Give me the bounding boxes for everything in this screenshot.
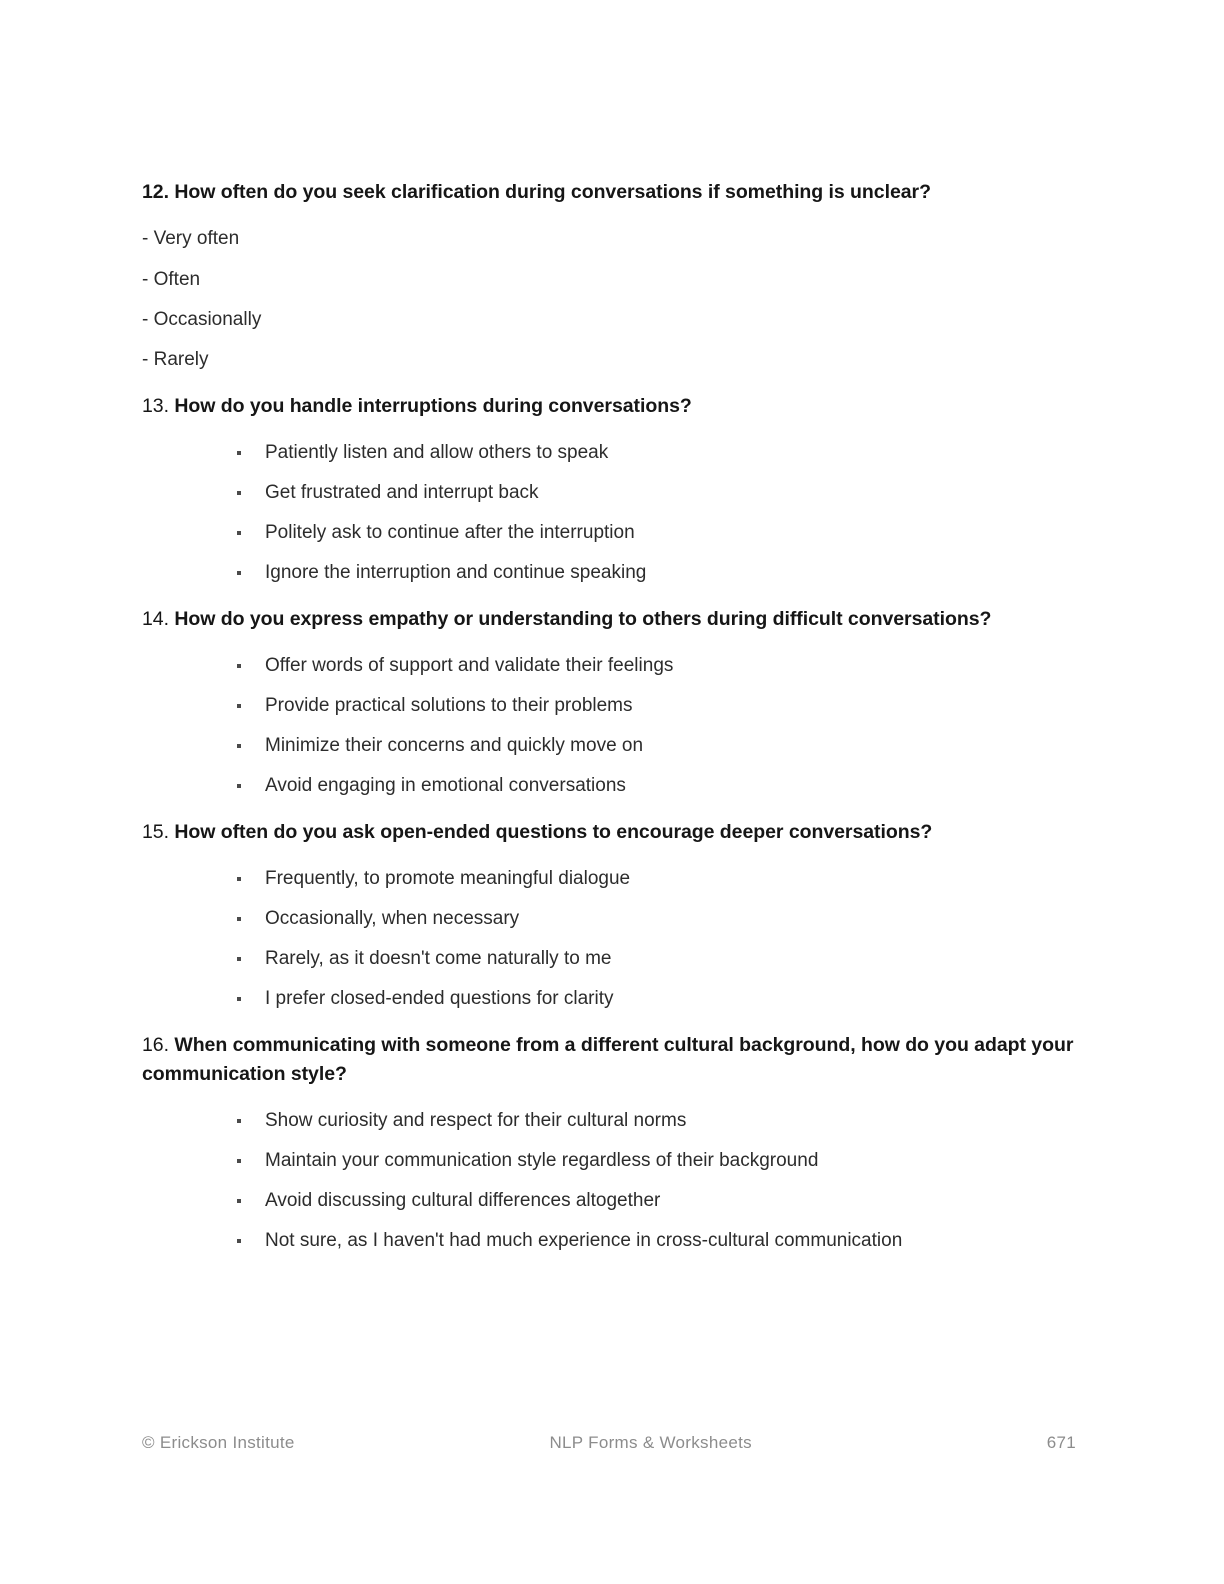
option-label: Politely ask to continue after the interruption [265,522,635,543]
spacer [142,1019,1076,1031]
bullet-icon [237,451,265,455]
option-item[interactable] [142,686,1076,726]
question-number-12: 12. [142,181,169,203]
spacer [142,207,1076,218]
footer-page-number: 671 [1046,1433,1076,1452]
option-label: - Occasionally [142,309,262,330]
option-label: Occasionally, when necessary [265,908,520,929]
option-item[interactable] [142,260,1076,300]
option-item[interactable] [142,513,1076,553]
option-item[interactable] [142,939,1076,979]
option-item[interactable] [142,473,1076,513]
option-item[interactable] [142,979,1076,1019]
question-heading-15 [142,818,1076,847]
question-number-13: 13. [142,395,169,417]
spacer [142,847,1076,858]
option-label: Avoid engaging in emotional conversations [265,775,626,796]
question-block-13 [142,392,1076,605]
option-list-14 [142,645,1076,806]
spacer [142,806,1076,818]
option-item[interactable] [142,553,1076,593]
option-label: Frequently, to promote meaningful dialogue [265,867,631,889]
option-label: Offer words of support and validate their feelings [265,654,674,676]
question-number-14: 14. [142,608,169,630]
question-block-15 [142,818,1076,1031]
option-label: Patiently listen and allow others to speak [265,441,609,463]
spacer [142,380,1076,392]
option-label: Show curiosity and respect for their cultural norms [265,1109,687,1131]
option-item[interactable] [142,1221,1076,1261]
option-item[interactable] [142,432,1076,473]
option-label: Get frustrated and interrupt back [265,482,539,503]
spacer [142,1089,1076,1100]
option-label: Provide practical solutions to their problems [265,695,633,716]
option-label: - Rarely [142,349,209,370]
bullet-icon [237,744,265,748]
option-item[interactable] [142,1181,1076,1221]
option-item[interactable] [142,218,1076,260]
bullet-icon [237,917,265,921]
option-label: Not sure, as I haven't had much experience in cross-cultural communication [265,1230,903,1251]
option-label: Maintain your communication style regardless of their background [265,1150,819,1171]
bullet-icon [237,704,265,708]
bullet-icon [237,1159,265,1163]
question-heading-14 [142,605,1076,634]
question-text-13: How do you handle interruptions during conversations? [174,395,692,417]
bullet-icon [237,1119,265,1123]
bullet-icon [237,531,265,535]
option-list-16 [142,1100,1076,1261]
question-block-12 [142,178,1076,392]
option-item[interactable] [142,645,1076,686]
question-text-14: How do you express empathy or understanding to others during difficult conversations? [174,608,992,630]
question-text-15: How often do you ask open-ended questions to encourage deeper conversations? [174,821,933,843]
bullet-icon [237,957,265,961]
spacer [142,634,1076,645]
page-footer [142,1432,1076,1454]
option-item[interactable] [142,726,1076,766]
bullet-icon [237,997,265,1001]
option-label: - Very often [142,228,240,249]
option-item[interactable] [142,858,1076,899]
question-heading-12 [142,178,1076,207]
option-label: I prefer closed-ended questions for clarity [265,988,614,1009]
bullet-icon [237,877,265,881]
option-item[interactable] [142,1100,1076,1141]
option-label: Rarely, as it doesn't come naturally to me [265,948,612,969]
footer-copyright: © Erickson Institute [142,1433,295,1452]
bullet-icon [237,1239,265,1243]
footer-title: NLP Forms & Worksheets [549,1433,752,1452]
question-block-16 [142,1031,1076,1261]
bullet-icon [237,784,265,788]
bullet-icon [237,1199,265,1203]
option-item[interactable] [142,300,1076,340]
question-text-16: When communicating with someone from a different cultural background, how do you adapt your communication style? [142,1034,1074,1085]
option-list-15 [142,858,1076,1019]
questions-container [142,178,1076,1261]
bullet-icon [237,571,265,575]
option-item[interactable] [142,340,1076,380]
question-heading-16 [142,1031,1076,1089]
question-number-16: 16. [142,1034,169,1056]
option-item[interactable] [142,899,1076,939]
spacer [142,421,1076,432]
question-text-12: How often do you seek clarification during conversations if something is unclear? [174,181,931,203]
option-label: Minimize their concerns and quickly move on [265,735,644,756]
option-item[interactable] [142,1141,1076,1181]
option-label: Avoid discussing cultural differences altogether [265,1190,661,1211]
option-label: - Often [142,269,201,290]
question-number-15: 15. [142,821,169,843]
option-list-12 [142,218,1076,380]
bullet-icon [237,664,265,668]
question-heading-13 [142,392,1076,421]
spacer [142,593,1076,605]
option-label: Ignore the interruption and continue speaking [265,562,647,583]
question-block-14 [142,605,1076,818]
bullet-icon [237,491,265,495]
option-item[interactable] [142,766,1076,806]
option-list-13 [142,432,1076,593]
